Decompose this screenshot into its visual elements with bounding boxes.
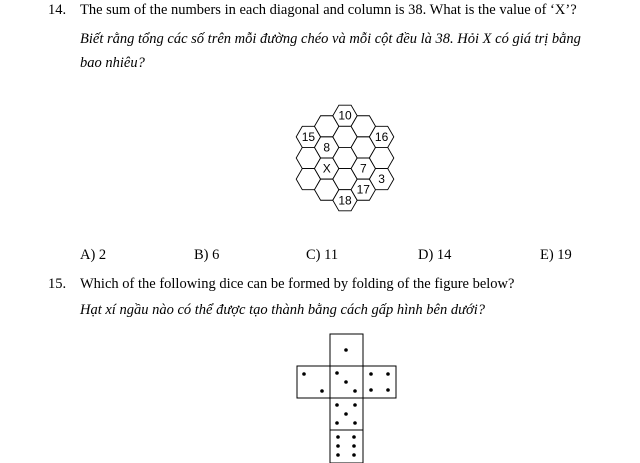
pip [344, 380, 348, 384]
pip [386, 372, 390, 376]
hex-label-top: 10 [338, 108, 352, 123]
hexagon-puzzle-figure [275, 88, 415, 228]
question-14-text-vi [80, 27, 620, 75]
pip [336, 453, 340, 457]
pip [335, 421, 339, 425]
hex-label-right-lower: 3 [378, 172, 385, 187]
question-14-number: 14. [48, 2, 67, 18]
pip [302, 372, 306, 376]
pip [352, 435, 356, 439]
hex-label-x: X [322, 161, 331, 176]
hex-label-center-right: 7 [359, 161, 367, 176]
pip [369, 388, 373, 392]
dice-net-figure [295, 333, 399, 463]
pip [335, 371, 339, 375]
question-14-text-vi-line1: Biết rằng tổng các số trên mỗi đường chéo và mỗi cột đều là 38. Hỏi X có giá trị bằng [80, 31, 581, 47]
pip [336, 444, 340, 448]
hex-label-inner-upper: 8 [323, 140, 331, 155]
hex-label-right-upper: 16 [374, 129, 389, 144]
option-c[interactable]: C) 11 [306, 247, 339, 263]
pip [369, 372, 373, 376]
pip [335, 403, 339, 407]
question-14-text-en: The sum of the numbers in each diagonal and column is 38. What is the value of ‘X’? [80, 2, 577, 18]
pip [353, 403, 357, 407]
pip [320, 389, 324, 393]
net-face-bottom [330, 430, 363, 463]
hex-label-left-upper: 15 [301, 129, 316, 144]
pip [353, 389, 357, 393]
question-15-text-en: Which of the following dice can be formed by folding of the figure below? [80, 276, 515, 292]
pip [386, 388, 390, 392]
question-15-number: 15. [48, 276, 67, 292]
pip [336, 435, 340, 439]
option-a[interactable]: A) 2 [80, 247, 107, 263]
pip [344, 412, 348, 416]
pip [353, 421, 357, 425]
net-face-left [297, 366, 330, 398]
question-14-text-vi-line2: bao nhiêu? [80, 55, 145, 71]
option-d[interactable]: D) 14 [418, 247, 452, 263]
hex-label-bottom: 18 [338, 193, 352, 208]
pip [352, 453, 356, 457]
pip [352, 444, 356, 448]
hex-label-inner-lower: 17 [356, 182, 370, 197]
net-face-right [363, 366, 396, 398]
question-15-text-vi: Hạt xí ngầu nào có thể được tạo thành bằng cách gấp hình bên dưới? [80, 302, 486, 318]
pip [344, 348, 348, 352]
option-e[interactable]: E) 19 [540, 247, 572, 263]
option-b[interactable]: B) 6 [194, 247, 220, 263]
